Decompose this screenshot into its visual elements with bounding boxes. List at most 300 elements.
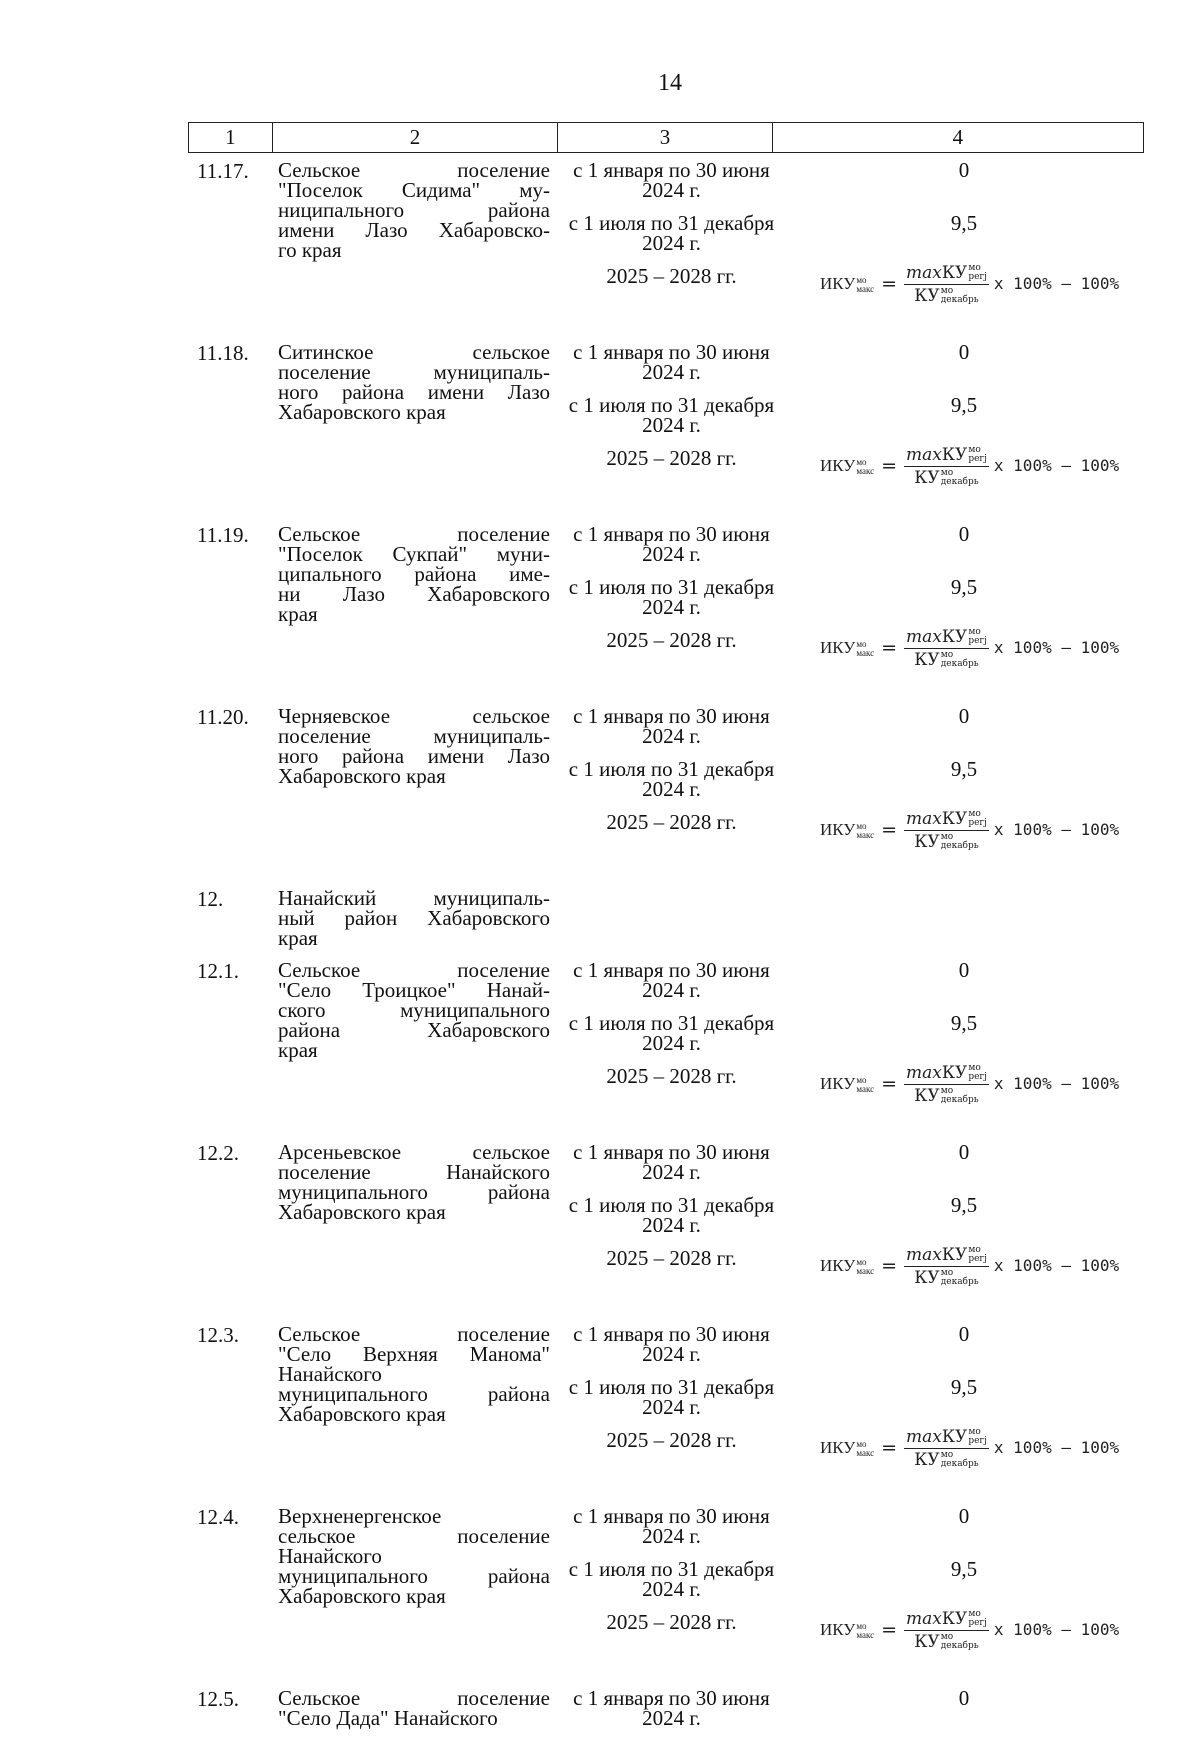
row-periods xyxy=(560,1324,783,1484)
formula-den-indices xyxy=(941,1451,979,1469)
formula-den-sub: декабрь xyxy=(940,1459,979,1469)
row-name xyxy=(278,706,550,866)
row-values xyxy=(784,1324,1144,1484)
formula-num-sub: регj xyxy=(968,1436,987,1446)
formula-lhs xyxy=(820,820,874,840)
header-col-4: 4 xyxy=(952,125,964,149)
formula-equals: = xyxy=(881,455,898,477)
period-cell: с 1 июля по 31 декабря 2024 г. xyxy=(568,1193,775,1237)
formula-lhs xyxy=(820,456,874,476)
formula xyxy=(820,1602,1144,1658)
row-name-line: поселение муниципаль- xyxy=(278,360,550,384)
row-number: 11.19. xyxy=(197,523,249,547)
formula-den-var: КУ xyxy=(914,467,940,488)
formula-num-var: КУ xyxy=(941,1062,968,1083)
formula-den-var: КУ xyxy=(914,831,940,852)
period-cell: с 1 января по 30 июня 2024 г. xyxy=(573,158,770,202)
value-cell: 0 xyxy=(958,1686,970,1710)
row-name-line: Хабаровского края xyxy=(278,764,446,788)
formula-den-indices xyxy=(941,287,979,305)
formula-lhs-indices xyxy=(856,458,874,476)
formula-num-indices xyxy=(968,810,987,828)
row-number: 12.4. xyxy=(197,1505,239,1529)
header-col-3: 3 xyxy=(558,123,773,152)
row-name-line: сельское поселение xyxy=(278,1524,550,1548)
formula-numerator xyxy=(904,263,989,285)
period-cell: с 1 января по 30 июня 2024 г. xyxy=(573,522,770,566)
formula-num-var: КУ xyxy=(941,808,968,829)
formula-den-indices xyxy=(941,1087,979,1105)
formula-numerator xyxy=(904,1427,989,1449)
row-number: 12.1. xyxy=(197,959,239,983)
formula xyxy=(820,1420,1144,1476)
row-name-line: района Хабаровского xyxy=(278,1018,550,1042)
formula-num-indices xyxy=(968,628,987,646)
period-cell: с 1 января по 30 июня 2024 г. xyxy=(573,958,770,1002)
row-name-line: Хабаровского края xyxy=(278,1402,446,1426)
formula-tail: x 100% – 100% xyxy=(993,820,1120,839)
formula-max: max xyxy=(906,1244,942,1265)
formula-lhs-var: ИКУ xyxy=(820,637,856,657)
formula-num-sup: мо xyxy=(968,1609,981,1619)
formula-num-sub: регj xyxy=(968,818,987,828)
formula-tail: x 100% – 100% xyxy=(993,274,1120,293)
formula-num-sup: мо xyxy=(968,263,981,273)
period-cell: 2025 – 2028 гг. xyxy=(606,1610,737,1634)
formula-den-var: КУ xyxy=(914,649,940,670)
formula-lhs xyxy=(820,1256,874,1276)
formula-denominator xyxy=(914,1631,978,1652)
formula-lhs xyxy=(820,1620,874,1640)
row-name-line: ниципального района xyxy=(278,198,550,222)
formula-num-sup: мо xyxy=(968,1427,981,1437)
formula-fraction xyxy=(904,1245,989,1288)
row-gap xyxy=(188,1666,1144,1688)
formula-denominator xyxy=(914,1085,978,1106)
row-name xyxy=(278,1142,550,1302)
formula-num-indices xyxy=(968,1246,987,1264)
formula-lhs-var: ИКУ xyxy=(820,455,856,475)
row-values xyxy=(784,960,1144,1120)
period-cell: с 1 января по 30 июня 2024 г. xyxy=(573,1504,770,1548)
formula-lhs-sub: макс xyxy=(856,1630,875,1641)
row-name-line: "Село Дада" Нанайского xyxy=(278,1706,498,1730)
formula-num-var: КУ xyxy=(941,1426,968,1447)
formula-den-sup: мо xyxy=(940,468,954,478)
formula-lhs-var: ИКУ xyxy=(820,1619,856,1639)
formula-den-sup: мо xyxy=(940,1450,954,1460)
row-name-line: муниципального района xyxy=(278,1564,550,1588)
row-name xyxy=(278,1688,550,1741)
formula-equals: = xyxy=(881,819,898,841)
formula-lhs-sup: мо xyxy=(856,1439,867,1450)
row-number: 12. xyxy=(197,887,224,911)
formula-den-sup: мо xyxy=(940,286,954,296)
value-cell: 0 xyxy=(958,1322,970,1346)
row-name xyxy=(278,524,550,684)
formula xyxy=(820,802,1144,858)
formula-num-var: КУ xyxy=(941,1608,968,1629)
row-name xyxy=(278,888,550,948)
formula-tail: x 100% – 100% xyxy=(993,1256,1120,1275)
formula-den-var: КУ xyxy=(914,285,940,306)
period-cell: 2025 – 2028 гг. xyxy=(606,628,737,652)
formula-num-sup: мо xyxy=(968,627,981,637)
formula-denominator xyxy=(914,831,978,852)
formula-lhs-indices xyxy=(856,1622,874,1640)
row-values xyxy=(784,1688,1144,1741)
formula-lhs-var: ИКУ xyxy=(820,273,856,293)
formula-num-sub: регj xyxy=(968,272,987,282)
row-name-line: ного района имени Лазо xyxy=(278,380,550,404)
formula-lhs-sub: макс xyxy=(856,1448,875,1459)
formula-numerator xyxy=(904,1063,989,1085)
formula-tail: x 100% – 100% xyxy=(993,638,1120,657)
formula-lhs-sub: макс xyxy=(856,1084,875,1095)
row-gap xyxy=(188,684,1144,706)
row-name-line: "Село Троицкое" Нанай- xyxy=(278,978,550,1002)
row-number: 11.17. xyxy=(197,159,249,183)
formula-lhs-sup: мо xyxy=(856,821,867,832)
period-cell: с 1 января по 30 июня 2024 г. xyxy=(573,340,770,384)
period-cell: с 1 января по 30 июня 2024 г. xyxy=(573,1322,770,1366)
row-name-line: Нанайского xyxy=(278,1362,382,1386)
formula-den-var: КУ xyxy=(914,1449,940,1470)
row-name-line: Хабаровского края xyxy=(278,1584,446,1608)
formula-lhs-sup: мо xyxy=(856,1257,867,1268)
formula-lhs-var: ИКУ xyxy=(820,1437,856,1457)
table-row xyxy=(188,342,1144,502)
formula-numerator xyxy=(904,809,989,831)
row-name-line: Сельское поселение xyxy=(278,522,550,546)
formula-den-indices xyxy=(941,469,979,487)
value-cell: 0 xyxy=(958,340,970,364)
table-row xyxy=(188,1506,1144,1666)
period-cell: 2025 – 2028 гг. xyxy=(606,446,737,470)
formula-numerator xyxy=(904,627,989,649)
formula-lhs-var: ИКУ xyxy=(820,1255,856,1275)
formula-lhs-sup: мо xyxy=(856,275,867,286)
row-name-line: Хабаровского края xyxy=(278,1200,446,1224)
row-name-line: края xyxy=(278,926,318,950)
formula-numerator xyxy=(904,1245,989,1267)
formula-num-sup: мо xyxy=(968,809,981,819)
formula-denominator xyxy=(914,285,978,306)
header-col-2: 2 xyxy=(273,123,558,152)
formula-den-indices xyxy=(941,1633,979,1651)
formula-num-var: КУ xyxy=(941,1244,968,1265)
row-name-line: поселение Нанайского xyxy=(278,1160,550,1184)
row-name-line: Сельское поселение xyxy=(278,1322,550,1346)
formula-lhs-sub: макс xyxy=(856,466,875,477)
value-cell: 0 xyxy=(958,1140,970,1164)
row-name xyxy=(278,1324,550,1484)
formula-max: max xyxy=(906,1426,942,1447)
value-cell: 9,5 xyxy=(950,1557,978,1581)
period-cell: 2025 – 2028 гг. xyxy=(606,1428,737,1452)
row-name-line: ципального района име- xyxy=(278,562,550,586)
row-gap xyxy=(188,502,1144,524)
table-row xyxy=(188,960,1144,1120)
table-row xyxy=(188,1324,1144,1484)
formula-num-sub: регj xyxy=(968,636,987,646)
formula-fraction xyxy=(904,263,989,306)
row-name-line: Арсеньевское сельское xyxy=(278,1140,550,1164)
row-name-line: Сельское поселение xyxy=(278,1686,550,1710)
row-periods xyxy=(560,960,783,1120)
row-name-line: Сельское поселение xyxy=(278,158,550,182)
row-name-line: "Поселок Сидима" му- xyxy=(278,178,550,202)
row-name-line: Хабаровского края xyxy=(278,400,446,424)
row-periods xyxy=(560,160,783,320)
value-cell: 9,5 xyxy=(950,1011,978,1035)
row-periods xyxy=(560,524,783,684)
formula-num-indices xyxy=(968,264,987,282)
row-gap xyxy=(188,320,1144,342)
formula-denominator xyxy=(914,467,978,488)
row-name xyxy=(278,960,550,1120)
row-values xyxy=(784,1142,1144,1302)
period-cell: с 1 июля по 31 декабря 2024 г. xyxy=(568,393,775,437)
row-name-line: Сельское поселение xyxy=(278,958,550,982)
formula-num-sub: регj xyxy=(968,1254,987,1264)
header-col-1: 1 xyxy=(189,123,273,152)
formula-den-sup: мо xyxy=(940,650,954,660)
formula-tail: x 100% – 100% xyxy=(993,456,1120,475)
formula-num-indices xyxy=(968,446,987,464)
formula-lhs-indices xyxy=(856,276,874,294)
row-gap xyxy=(188,1484,1144,1506)
period-cell: с 1 июля по 31 декабря 2024 г. xyxy=(568,1375,775,1419)
row-periods xyxy=(560,888,783,948)
row-gap xyxy=(188,866,1144,888)
formula-lhs-sup: мо xyxy=(856,639,867,650)
formula-fraction xyxy=(904,627,989,670)
formula-den-sup: мо xyxy=(940,1632,954,1642)
row-name-line: го края xyxy=(278,238,342,262)
table-header xyxy=(188,122,1144,153)
formula-den-sup: мо xyxy=(940,1268,954,1278)
period-cell: 2025 – 2028 гг. xyxy=(606,264,737,288)
period-cell: с 1 июля по 31 декабря 2024 г. xyxy=(568,575,775,619)
formula-den-sub: декабрь xyxy=(940,841,979,851)
formula-den-sub: декабрь xyxy=(940,1641,979,1651)
row-name-line: ный район Хабаровского xyxy=(278,906,550,930)
row-name-line: Черняевское сельское xyxy=(278,704,550,728)
period-cell: с 1 июля по 31 декабря 2024 г. xyxy=(568,1011,775,1055)
formula-num-sup: мо xyxy=(968,1063,981,1073)
value-cell: 9,5 xyxy=(950,1375,978,1399)
row-name-line: ского муниципального xyxy=(278,998,550,1022)
formula-max: max xyxy=(906,262,942,283)
row-name-line: "Поселок Сукпай" муни- xyxy=(278,542,550,566)
row-name-line: Нанайского xyxy=(278,1544,382,1568)
formula-den-indices xyxy=(941,651,979,669)
formula-lhs-sub: макс xyxy=(856,648,875,659)
row-values xyxy=(784,524,1144,684)
table-row xyxy=(188,706,1144,866)
formula-tail: x 100% – 100% xyxy=(993,1074,1120,1093)
formula-num-sup: мо xyxy=(968,1245,981,1255)
formula-equals: = xyxy=(881,273,898,295)
row-periods xyxy=(560,1142,783,1302)
row-periods xyxy=(560,1688,783,1741)
row-name-line: Ситинское сельское xyxy=(278,340,550,364)
formula-numerator xyxy=(904,1609,989,1631)
period-cell: 2025 – 2028 гг. xyxy=(606,1064,737,1088)
row-periods xyxy=(560,1506,783,1666)
formula-fraction xyxy=(904,809,989,852)
formula-max: max xyxy=(906,1608,942,1629)
formula-numerator xyxy=(904,445,989,467)
value-cell: 0 xyxy=(958,958,970,982)
row-name-line: муниципального района xyxy=(278,1382,550,1406)
formula-num-sub: регj xyxy=(968,1618,987,1628)
row-name-line: поселение муниципаль- xyxy=(278,724,550,748)
formula-lhs xyxy=(820,1438,874,1458)
row-name-line: Верхненергенское xyxy=(278,1504,442,1528)
formula-den-indices xyxy=(941,833,979,851)
row-name-line: края xyxy=(278,602,318,626)
period-cell: с 1 января по 30 июня 2024 г. xyxy=(573,1140,770,1184)
formula-equals: = xyxy=(881,637,898,659)
formula-num-var: КУ xyxy=(941,444,968,465)
row-name xyxy=(278,342,550,502)
formula-den-var: КУ xyxy=(914,1631,940,1652)
formula-den-sub: декабрь xyxy=(940,659,979,669)
formula-lhs xyxy=(820,638,874,658)
table-row xyxy=(188,160,1144,320)
formula-denominator xyxy=(914,649,978,670)
formula-den-sup: мо xyxy=(940,832,954,842)
row-periods xyxy=(560,706,783,866)
formula-num-indices xyxy=(968,1610,987,1628)
formula-lhs-sub: макс xyxy=(856,830,875,841)
formula-lhs xyxy=(820,274,874,294)
formula-num-sub: регj xyxy=(968,454,987,464)
row-values xyxy=(784,160,1144,320)
formula-equals: = xyxy=(881,1255,898,1277)
formula-equals: = xyxy=(881,1437,898,1459)
formula-num-var: КУ xyxy=(941,262,968,283)
row-gap xyxy=(188,1120,1144,1142)
formula xyxy=(820,438,1144,494)
period-cell: с 1 июля по 31 декабря 2024 г. xyxy=(568,211,775,255)
table-body xyxy=(188,160,1144,1741)
period-cell: с 1 января по 30 июня 2024 г. xyxy=(573,1686,770,1730)
formula-fraction xyxy=(904,445,989,488)
page-number: 14 xyxy=(658,70,682,96)
period-cell: с 1 июля по 31 декабря 2024 г. xyxy=(568,757,775,801)
formula-fraction xyxy=(904,1609,989,1652)
formula-max: max xyxy=(906,626,942,647)
row-name xyxy=(278,160,550,320)
formula-tail: x 100% – 100% xyxy=(993,1620,1120,1639)
formula-den-indices xyxy=(941,1269,979,1287)
row-number: 12.3. xyxy=(197,1323,239,1347)
formula-equals: = xyxy=(881,1073,898,1095)
row-values xyxy=(784,706,1144,866)
row-name xyxy=(278,1506,550,1666)
formula-num-indices xyxy=(968,1064,987,1082)
formula-lhs-sup: мо xyxy=(856,457,867,468)
formula-lhs-sup: мо xyxy=(856,1621,867,1632)
row-name-line: муниципального района xyxy=(278,1180,550,1204)
formula-den-sup: мо xyxy=(940,1086,954,1096)
formula-tail: x 100% – 100% xyxy=(993,1438,1120,1457)
value-cell: 0 xyxy=(958,704,970,728)
value-cell: 0 xyxy=(958,522,970,546)
period-cell: с 1 июля по 31 декабря 2024 г. xyxy=(568,1557,775,1601)
formula-lhs-var: ИКУ xyxy=(820,1073,856,1093)
formula xyxy=(820,256,1144,312)
formula-denominator xyxy=(914,1267,978,1288)
row-values xyxy=(784,888,1144,948)
value-cell: 0 xyxy=(958,158,970,182)
period-cell: с 1 января по 30 июня 2024 г. xyxy=(573,704,770,748)
row-number: 11.20. xyxy=(197,705,249,729)
value-cell: 9,5 xyxy=(950,393,978,417)
table-row xyxy=(188,524,1144,684)
formula-den-sub: декабрь xyxy=(940,295,979,305)
table-row xyxy=(188,1688,1144,1741)
formula-num-sup: мо xyxy=(968,445,981,455)
formula xyxy=(820,620,1144,676)
table-row xyxy=(188,1142,1144,1302)
formula-fraction xyxy=(904,1063,989,1106)
row-periods xyxy=(560,342,783,502)
row-values xyxy=(784,342,1144,502)
table-row xyxy=(188,888,1144,948)
value-cell: 9,5 xyxy=(950,757,978,781)
formula-lhs-indices xyxy=(856,1258,874,1276)
formula xyxy=(820,1056,1144,1112)
period-cell: 2025 – 2028 гг. xyxy=(606,810,737,834)
formula-lhs-var: ИКУ xyxy=(820,819,856,839)
row-values xyxy=(784,1506,1144,1666)
formula-den-sub: декабрь xyxy=(940,477,979,487)
row-gap xyxy=(188,1302,1144,1324)
formula-lhs-sup: мо xyxy=(856,1075,867,1086)
row-name-line: ни Лазо Хабаровского xyxy=(278,582,550,606)
formula-den-var: КУ xyxy=(914,1267,940,1288)
formula-lhs-indices xyxy=(856,822,874,840)
row-number: 11.18. xyxy=(197,341,249,365)
formula-fraction xyxy=(904,1427,989,1470)
formula-den-sub: декабрь xyxy=(940,1277,979,1287)
formula-max: max xyxy=(906,1062,942,1083)
formula-num-var: КУ xyxy=(941,626,968,647)
formula-max: max xyxy=(906,444,942,465)
row-name-line: Нанайский муниципаль- xyxy=(278,886,550,910)
row-name-line: края xyxy=(278,1038,318,1062)
formula-num-indices xyxy=(968,1428,987,1446)
row-name-line: ного района имени Лазо xyxy=(278,744,550,768)
formula-den-var: КУ xyxy=(914,1085,940,1106)
formula-lhs-sub: макс xyxy=(856,1266,875,1277)
formula-lhs xyxy=(820,1074,874,1094)
row-name-line: "Село Верхняя Манома" xyxy=(278,1342,550,1366)
formula-lhs-indices xyxy=(856,1440,874,1458)
row-name-line: имени Лазо Хабаровско- xyxy=(278,218,550,242)
value-cell: 9,5 xyxy=(950,1193,978,1217)
period-cell: 2025 – 2028 гг. xyxy=(606,1246,737,1270)
row-number: 12.5. xyxy=(197,1687,239,1711)
formula-equals: = xyxy=(881,1619,898,1641)
formula-denominator xyxy=(914,1449,978,1470)
formula-lhs-indices xyxy=(856,1076,874,1094)
formula-lhs-indices xyxy=(856,640,874,658)
